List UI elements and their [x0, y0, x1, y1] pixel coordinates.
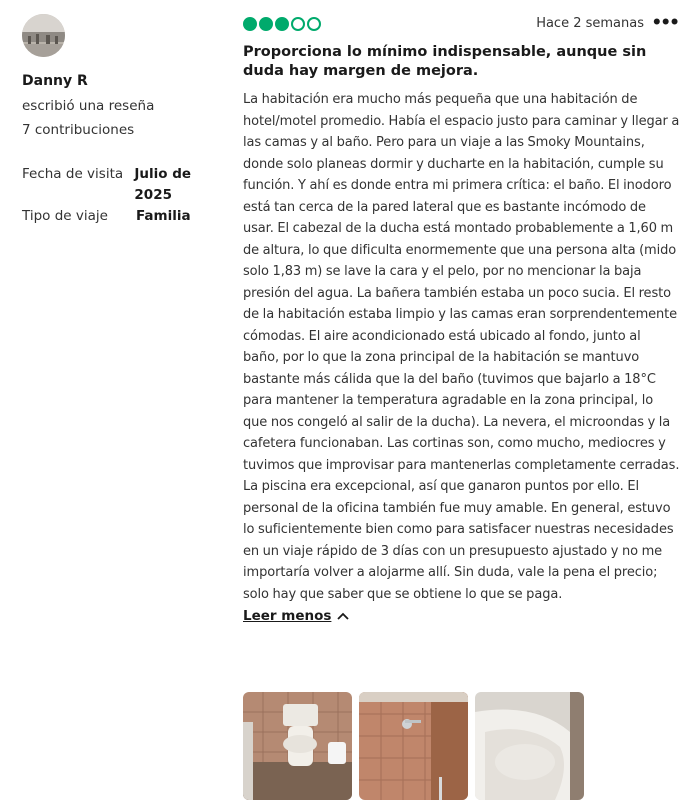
detail-value: Familia [136, 208, 191, 224]
detail-label: Fecha de visita [22, 166, 124, 182]
review-photo-shower[interactable] [359, 692, 468, 800]
review-photos [243, 692, 584, 800]
detail-value: Julio de 2025 [134, 166, 192, 203]
avatar[interactable] [22, 14, 65, 57]
read-less-label: Leer menos [243, 608, 332, 624]
rating-bubble-icon [259, 17, 273, 31]
review-body: La habitación era mucho más pequeña que una habitación de hotel/motel promedio. Había el espacio justo para caminar y llegar a las camas y al baño. Pero para un viaje a las Smoky Mountains, donde solo planeas dormir y ducharte en la habitación, cumple su función. Y ahí es donde entra mi primera crítica: el baño. El inodoro está tan cerca de la pared lateral que es bastante incómodo de usar. El cabezal de la ducha está montado probablemente a 1,60 m de altura, lo que dificulta enormemente que una persona alta (mido solo 1,83 m) se lave la cara y el pelo, por no mencionar la baja presión del agua. La bañera también estaba un poco sucia. El resto de la habitación estaba limpio y las camas eran sorprendentemente cómodas. El aire acondicionado está ubicado al fondo, junto al baño, por lo que la zona principal de la habitación se mantuvo bastante más cálida que la del baño (tuvimos que bajarlo a 18°C para mantener la temperatura agradable en la zona principal, lo que nos congeló al salir de la ducha). La nevera, el microondas y la cafetera funcionaban. Las cortinas son, como mucho, mediocres y tuvimos que improvisar para mantenerlas completamente cerradas. La piscina era excepcional, así que ganaron puntos por ello. El personal de la oficina también fue muy amable. En general, estuvo lo suficientemente bien como para satisfacer nuestras necesidades en un viaje rápido de 3 días con un presupuesto ajustado y no me importaría volver a alojarme allí. Sin duda, vale la pena el precio; solo hay que saber que se obtiene lo que se paga. [243, 92, 680, 602]
reviewer-action: escribió una reseña [22, 98, 155, 114]
trip-type-row [22, 206, 232, 227]
detail-label: Tipo de viaje [22, 208, 108, 224]
review-header [243, 14, 680, 35]
rating-bubble-icon [275, 17, 289, 31]
chevron-up-icon [337, 612, 349, 620]
visit-date-row [22, 164, 232, 206]
review-title: Proporciona lo mínimo indispensable, aunque sin duda hay margen de mejora. [243, 44, 647, 79]
rating-bubble-icon [291, 17, 305, 31]
review-photo-toilet[interactable] [243, 692, 352, 800]
read-less-button[interactable] [243, 608, 349, 624]
review-panel [243, 14, 680, 624]
review-photo-bathtub[interactable] [475, 692, 584, 800]
rating-bubble-icon [243, 17, 257, 31]
reviewer-name[interactable]: Danny R [22, 73, 88, 89]
review-date: Hace 2 semanas [536, 16, 644, 31]
ellipsis-icon[interactable]: ••• [651, 13, 678, 33]
reviewer-contributions: 7 contribuciones [22, 122, 135, 138]
trip-details [22, 164, 232, 227]
rating-bubble-icon [307, 17, 321, 31]
reviewer-panel [22, 14, 232, 227]
